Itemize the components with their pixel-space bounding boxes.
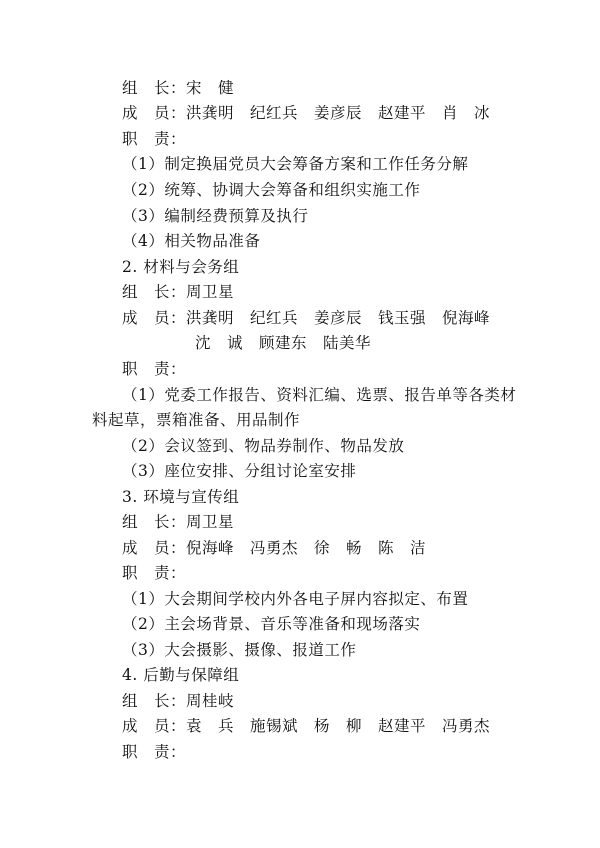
members-line: 成 员：袁 兵 施锡斌 杨 柳 赵建平 冯勇杰 — [122, 717, 491, 735]
section-heading: 2. 材料与会务组 — [122, 258, 240, 276]
members-line: 成 员：洪龚明 纪红兵 姜彦辰 赵建平 肖 冰 — [122, 104, 491, 122]
members-line: 成 员：洪龚明 纪红兵 姜彦辰 钱玉强 倪海峰 — [122, 309, 491, 327]
duty-item: （3）大会摄影、摄像、报道工作 — [122, 641, 357, 659]
duty-item: （3）编制经费预算及执行 — [122, 207, 309, 225]
duty-item: （2）统筹、协调大会筹备和组织实施工作 — [122, 181, 421, 199]
duty-item: （1）大会期间学校内外各电子屏内容拟定、布置 — [122, 590, 469, 608]
leader-line: 组 长：周卫星 — [122, 283, 235, 301]
leader-line: 组 长：宋 健 — [122, 79, 235, 97]
duties-heading: 职 责： — [122, 360, 187, 378]
duty-item: （4）相关物品准备 — [122, 232, 261, 250]
members-line: 成 员：倪海峰 冯勇杰 徐 畅 陈 洁 — [122, 539, 427, 557]
duty-item: （2）主会场背景、音乐等准备和现场落实 — [122, 615, 421, 633]
leader-line: 组 长：周卫星 — [122, 513, 235, 531]
duties-heading: 职 责： — [122, 743, 187, 761]
duty-item: （2）会议签到、物品券制作、物品发放 — [122, 437, 405, 455]
members-line-continued: 沈 诚 顾建东 陆美华 — [195, 334, 372, 352]
duties-heading: 职 责： — [122, 130, 187, 148]
duty-item: （1）制定换届党员大会筹备方案和工作任务分解 — [122, 155, 469, 173]
duties-heading: 职 责： — [122, 564, 187, 582]
leader-line: 组 长：周桂岐 — [122, 692, 235, 710]
duty-item: （1）党委工作报告、资料汇编、选票、报告单等各类材 — [122, 386, 517, 404]
section-heading: 3. 环境与宣传组 — [122, 488, 240, 506]
section-heading: 4. 后勤与保障组 — [122, 666, 240, 684]
duty-item: （3）座位安排、分组讨论室安排 — [122, 462, 357, 480]
duty-item-continued: 料起草，票箱准备、用品制作 — [92, 411, 301, 429]
